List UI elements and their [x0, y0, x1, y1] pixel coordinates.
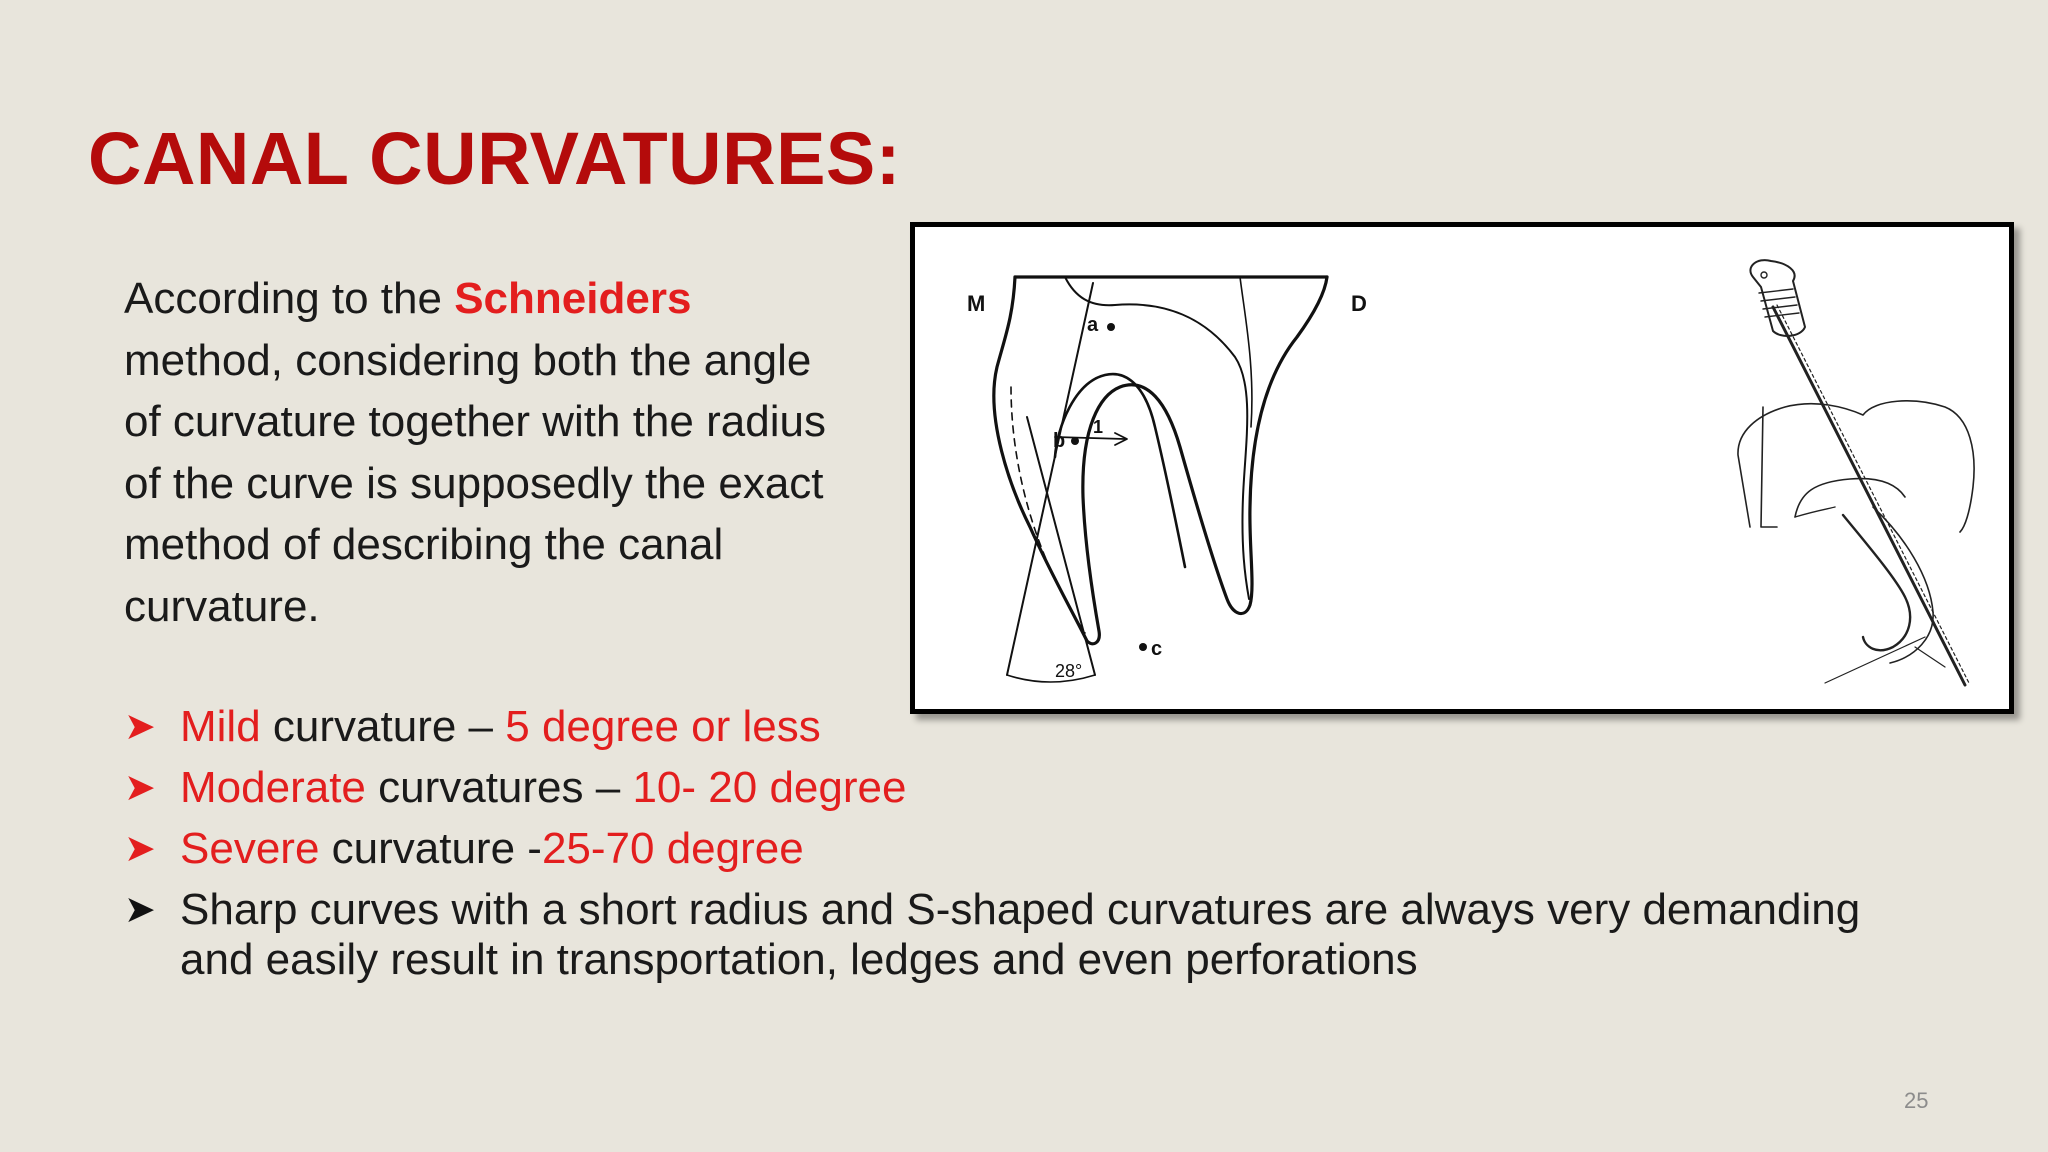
tooth-drawing [994, 277, 1327, 682]
slide-title: CANAL CURVATURES: [88, 117, 901, 200]
mild-value: 5 degree or less [505, 702, 821, 751]
tooth-outline [994, 277, 1327, 644]
intro-suffix: method, considering both the angle of curvature together with the radius of the curve is supposedly the exact method of describing the canal curvature. [124, 335, 826, 631]
crown-outline [1738, 401, 1974, 532]
arrow-bullet-icon: ➤ [124, 828, 156, 870]
reference-lines [1825, 637, 1945, 683]
schneiders-highlight: Schneiders [454, 274, 692, 323]
list-item-severe [124, 824, 1924, 874]
root-canal-contour [1055, 374, 1185, 567]
severe-term: Severe [180, 824, 320, 873]
file-tooth-drawing [1738, 260, 1974, 685]
point-c-dot [1139, 643, 1147, 651]
mild-middle: curvature – [260, 702, 506, 751]
point-a-dot [1107, 323, 1115, 331]
marker-label: 1 [1093, 417, 1104, 437]
list-item-moderate [124, 763, 1924, 813]
intro-paragraph [124, 268, 844, 637]
list-item-mild [124, 702, 1924, 752]
mesial-label: M [967, 291, 986, 316]
marker-arrow-line [1055, 437, 1125, 439]
pulp-floor [1795, 507, 1835, 517]
point-b-label: b [1053, 430, 1066, 452]
point-b-dot [1071, 437, 1079, 445]
point-c-label: c [1151, 638, 1163, 660]
arrow-bullet-icon: ➤ [124, 889, 156, 931]
arrow-bullet-icon: ➤ [124, 767, 156, 809]
file-handle [1750, 260, 1805, 336]
list-item-sharp-curves [124, 885, 1880, 985]
curvature-diagram [915, 227, 2009, 709]
distal-label: D [1351, 291, 1367, 316]
file-handle-hole [1761, 272, 1767, 278]
arrow-bullet-icon: ➤ [124, 706, 156, 748]
intro-prefix: According to the [124, 274, 455, 323]
curvature-classification-list [124, 702, 1924, 996]
schneider-method-figure [910, 222, 2014, 714]
page-number: 25 [1904, 1088, 1929, 1113]
mild-term: Mild [180, 702, 261, 751]
canal-line-distal [1240, 277, 1252, 427]
crown-mesial [1761, 407, 1777, 527]
file-shaft [1773, 307, 1965, 685]
point-a-label: a [1087, 314, 1099, 336]
severe-middle: curvature - [319, 824, 542, 873]
angle-label: 28° [1055, 661, 1083, 681]
moderate-middle: curvatures – [365, 763, 633, 812]
sharp-curves-text: Sharp curves with a short radius and S-shaped curvatures are always very demanding and easily result in transportation, ledges and even perforations [180, 885, 1861, 984]
severe-value: 25-70 degree [541, 824, 804, 873]
diagram-labels [967, 291, 1367, 681]
moderate-term: Moderate [180, 763, 366, 812]
curved-canal [1843, 515, 1910, 650]
moderate-value: 10- 20 degree [632, 763, 907, 812]
pulp-chamber [1795, 479, 1905, 517]
